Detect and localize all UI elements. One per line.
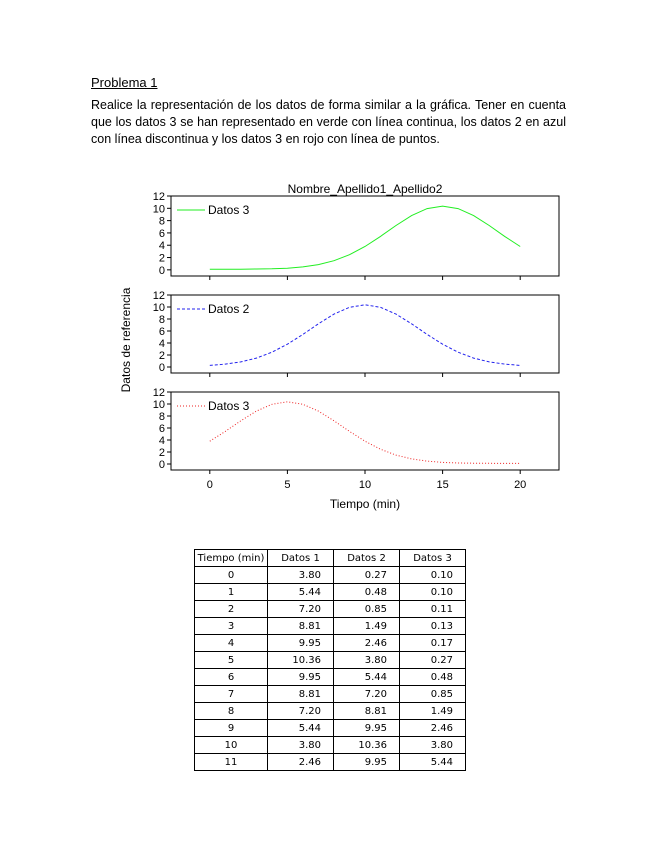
series-line: [210, 305, 520, 366]
table-row: [195, 584, 466, 601]
problem-heading: Problema 1: [91, 75, 158, 90]
series-line: [210, 206, 520, 269]
y-tick-label: 2: [158, 350, 165, 362]
table-cell: 0.27: [400, 652, 466, 669]
y-tick-label: 6: [158, 326, 165, 338]
y-tick-label: 2: [158, 447, 165, 459]
table-cell: 9.95: [268, 669, 334, 686]
table-cell: 3: [195, 618, 268, 635]
table-cell: 5.44: [268, 720, 334, 737]
table-row: [195, 720, 466, 737]
table-cell: 2: [195, 601, 268, 618]
table-header-cell: Datos 2: [334, 550, 400, 567]
table-cell: 0.10: [400, 567, 466, 584]
table-cell: 0.27: [334, 567, 400, 584]
table-cell: 9.95: [334, 754, 400, 771]
y-tick-label: 6: [158, 227, 165, 240]
table-header-cell: Tiempo (min): [195, 550, 268, 567]
legend-label: Datos 2: [208, 302, 250, 316]
table-cell: 9.95: [268, 635, 334, 652]
table-cell: 7.20: [268, 601, 334, 618]
y-tick-label: 12: [152, 191, 165, 203]
legend-label: Datos 3: [208, 203, 250, 217]
table-row: [195, 737, 466, 754]
table-cell: 0: [195, 567, 268, 584]
y-tick-label: 4: [158, 240, 165, 253]
table-cell: 9: [195, 720, 268, 737]
table-cell: 0.13: [400, 618, 466, 635]
table-header-cell: Datos 3: [400, 550, 466, 567]
table-cell: 3.80: [334, 652, 400, 669]
x-tick-label: 10: [358, 479, 372, 491]
y-tick-label: 10: [152, 203, 165, 216]
table-cell: 0.10: [400, 584, 466, 601]
table-cell: 0.17: [400, 635, 466, 652]
table-cell: 2.46: [334, 635, 400, 652]
table-cell: 5.44: [334, 669, 400, 686]
table-cell: 7.20: [268, 703, 334, 720]
table-cell: 4: [195, 635, 268, 652]
x-tick-label: 20: [514, 479, 527, 491]
data-table: [194, 549, 466, 771]
table-row: [195, 686, 466, 703]
table-cell: 10: [195, 737, 268, 754]
x-axis-label: Tiempo (min): [329, 497, 401, 511]
table-header-row: [195, 550, 466, 567]
table-cell: 3.80: [268, 737, 334, 754]
y-tick-label: 6: [158, 423, 165, 435]
table-header-cell: Datos 1: [268, 550, 334, 567]
table-cell: 8.81: [268, 618, 334, 635]
table-row: [195, 635, 466, 652]
y-tick-label: 8: [158, 411, 165, 423]
table-cell: 1.49: [334, 618, 400, 635]
table-row: [195, 567, 466, 584]
y-tick-label: 12: [152, 290, 165, 302]
y-axis-label: Datos de referencia: [119, 287, 133, 393]
y-tick-label: 0: [158, 264, 165, 277]
y-tick-label: 8: [158, 314, 165, 326]
series-line: [210, 402, 520, 464]
table-row: [195, 669, 466, 686]
table-row: [195, 652, 466, 669]
table-cell: 2.46: [268, 754, 334, 771]
table-cell: 5.44: [268, 584, 334, 601]
table-cell: 11: [195, 754, 268, 771]
y-tick-label: 4: [158, 435, 165, 447]
x-tick-label: 0: [206, 479, 213, 491]
legend-label: Datos 3: [208, 399, 250, 413]
y-tick-label: 0: [158, 362, 165, 374]
instructions-paragraph: Realice la representación de los datos de forma similar a la gráfica. Tener en cuenta que los datos 3 se han representado en verde con línea continua, los datos 2 en azul con línea discontinua y los datos 3 en rojo con línea de puntos.: [91, 98, 566, 146]
table-cell: 8.81: [334, 703, 400, 720]
table-cell: 0.85: [400, 686, 466, 703]
chart-title: Nombre_Apellido1_Apellido2: [287, 182, 443, 196]
x-tick-label: 15: [436, 479, 449, 491]
table-cell: 10.36: [334, 737, 400, 754]
table-cell: 5.44: [400, 754, 466, 771]
table-cell: 8.81: [268, 686, 334, 703]
table-cell: 7: [195, 686, 268, 703]
y-tick-label: 4: [158, 338, 165, 350]
table-cell: 0.85: [334, 601, 400, 618]
table-cell: 6: [195, 669, 268, 686]
table-cell: 9.95: [334, 720, 400, 737]
y-tick-label: 10: [152, 399, 165, 411]
table-cell: 0.48: [400, 669, 466, 686]
table-cell: 2.46: [400, 720, 466, 737]
table-cell: 10.36: [268, 652, 334, 669]
table-cell: 0.11: [400, 601, 466, 618]
table-cell: 5: [195, 652, 268, 669]
y-tick-label: 8: [158, 215, 165, 228]
table-cell: 3.80: [400, 737, 466, 754]
x-tick-label: 5: [284, 479, 291, 491]
table-cell: 8: [195, 703, 268, 720]
y-tick-label: 0: [158, 459, 165, 471]
table-cell: 3.80: [268, 567, 334, 584]
table-cell: 1: [195, 584, 268, 601]
table-row: [195, 601, 466, 618]
y-tick-label: 12: [152, 387, 165, 399]
data-table-container: [194, 549, 466, 771]
table-row: [195, 754, 466, 771]
table-row: [195, 618, 466, 635]
y-tick-label: 2: [158, 252, 165, 265]
table-cell: 7.20: [334, 686, 400, 703]
y-tick-label: 10: [152, 302, 165, 314]
table-row: [195, 703, 466, 720]
table-cell: 1.49: [400, 703, 466, 720]
table-cell: 0.48: [334, 584, 400, 601]
